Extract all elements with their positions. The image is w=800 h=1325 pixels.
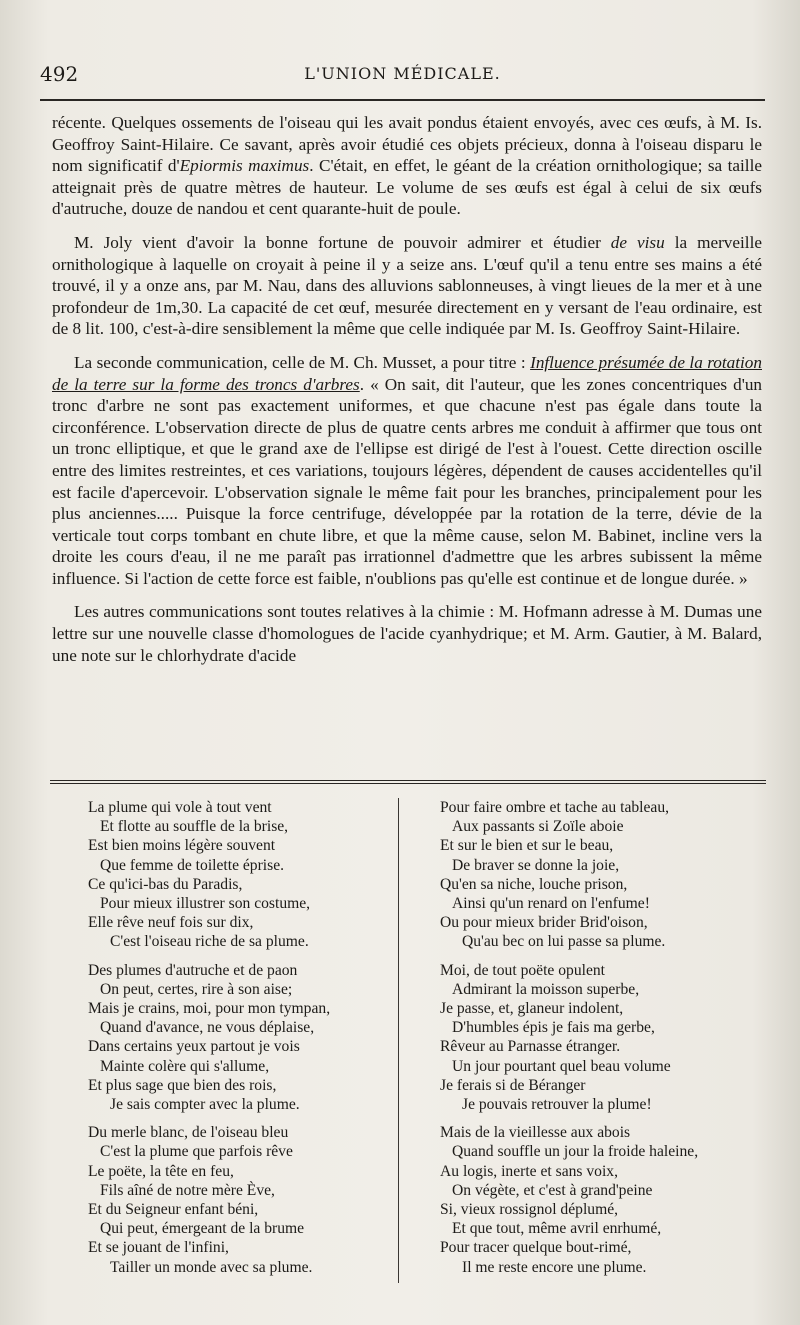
paragraph-3-text-b: . « On sait, dit l'auteur, que les zones concentriques d'un tronc d'arbre ne sont pas exactement uniformes, et que chacune n'est pas égale dans toute la circonférence. L'observation directe de plus de quatre cents arbres me conduit à affirmer que tous ont un tronc elliptique, et que le grand axe de l'ellipse est dirigé de l'est à l'ouest. Cette direction oscille entre des limites restreintes, et ces variations, toujours légères, dépendent de causes accidentelles qu'il est facile d'apercevoir. L'observation signale le même fait pour les branches, principalement pour les plus anciennes..... Puisque la force centrifuge, développée par la rotation de la terre, dévie de la verticale tout corps tombant en chute libre, et que la même cause, selon M. Babinet, incline vers la droite les cours d'eau, il ne me paraît pas irrationnel d'admettre que les arbres subissent la même influence. Si l'action de cette force est faible, n'oublions pas qu'elle est continue et de longue durée. » <box>52 374 763 588</box>
poem-line: Tailler un monde avec sa plume. <box>110 1258 313 1276</box>
poem-stanza <box>88 798 388 952</box>
column-divider <box>398 798 399 1283</box>
article-body <box>52 112 762 678</box>
paragraph-1-tail: . C'était, en effet, le géant de la création ornithologique; sa taille atteignait près de quatre mètres de hauteur. Le volume de ses œufs est égal à celui de six œufs d'autruche, douze de nandou et cent quarante-huit de poule. <box>52 156 762 219</box>
paragraph-4: Les autres communications sont toutes relatives à la chimie : M. Hofmann adresse à M. Dumas une lettre sur une nouvelle classe d'homologues de l'acide cyanhydrique; et M. Arm. Gautier, à M. Balard, une note sur le chlorhydrate d'acide <box>52 602 762 665</box>
poem-line: Pour mieux illustrer son costume, <box>100 895 311 913</box>
poem-line: Ou pour mieux brider Brid'oison, <box>440 914 648 932</box>
paragraph-2-text-a: M. Joly vient d'avoir la bonne fortune de pouvoir admirer et étudier <box>74 232 611 252</box>
poem-line: Qui peut, émergeant de la brume <box>100 1220 305 1238</box>
poem-line: Je ferais si de Béranger <box>440 1076 586 1094</box>
communication-title: Influence présumée de la rotation de la terre sur la forme des troncs d'arbres <box>52 352 762 394</box>
poem-line: Et sur le bien et sur le beau, <box>440 837 614 855</box>
poem-line: Un jour pourtant quel beau volume <box>452 1057 671 1075</box>
poem-line: Pour tracer quelque bout-rimé, <box>440 1239 632 1257</box>
poem-line: Quand d'avance, ne vous déplaise, <box>100 1019 315 1037</box>
poem-line: Le poëte, la tête en feu, <box>88 1162 234 1180</box>
poem-line: C'est la plume que parfois rêve <box>100 1143 293 1161</box>
poem-line: Si, vieux rossignol déplumé, <box>440 1201 619 1219</box>
poem-line: Et se jouant de l'infini, <box>88 1239 229 1257</box>
page-header <box>40 62 765 98</box>
poem-line: Qu'au bec on lui passe sa plume. <box>462 933 666 951</box>
poem-line: Dans certains yeux partout je vois <box>88 1038 300 1056</box>
page-number: 492 <box>40 62 79 86</box>
poem-line: Elle rêve neuf fois sur dix, <box>88 914 254 932</box>
poem-line: Il me reste encore une plume. <box>462 1258 647 1276</box>
poem-line: Est bien moins légère souvent <box>88 837 276 855</box>
paragraph-1 <box>52 112 762 220</box>
paragraph-3 <box>52 352 762 590</box>
poem-right-column <box>440 798 770 1286</box>
poem-line: Du merle blanc, de l'oiseau bleu <box>88 1124 289 1142</box>
poem-line: Et que tout, même avril enrhumé, <box>452 1220 662 1238</box>
poem-line: Au logis, inerte et sans voix, <box>440 1162 619 1180</box>
poem-line: Quand souffle un jour la froide haleine, <box>452 1143 699 1161</box>
poem-line: Je pouvais retrouver la plume! <box>462 1096 652 1114</box>
poem-line: C'est l'oiseau riche de sa plume. <box>110 933 309 951</box>
paragraph-2-text-b: la merveille ornithologique à laquelle on croyait à peine il y a seize ans. L'œuf qu'il a tenu entre ses mains a été trouvé, il y a onze ans, par M. Nau, dans des alluvions sablonneuses, à vingt lieues de la mer et à une profondeur de 1m,30. La capacité de cet œuf, mesurée directement en y versant de l'eau ordinaire, est de 8 lit. 100, c'est-à-dire sensiblement la même que celle indiquée par M. Is. Geoffroy Saint-Hilaire. <box>52 232 762 339</box>
paragraph-3-text-a: La seconde communication, celle de M. Ch. Musset, a pour titre : <box>74 352 531 372</box>
poem-line: Aux passants si Zoïle aboie <box>452 818 624 836</box>
poem-line: Ce qu'ici-bas du Paradis, <box>88 875 243 893</box>
poem-line: Rêveur au Parnasse étranger. <box>440 1038 621 1056</box>
poem-line: Fils aîné de notre mère Ève, <box>100 1181 275 1199</box>
poem-stanza <box>440 1123 770 1277</box>
species-name: Epiormis maximus <box>179 156 310 176</box>
poem-line: La plume qui vole à tout vent <box>88 799 272 816</box>
poem-line: Mais je crains, moi, pour mon tympan, <box>88 1000 331 1018</box>
poem-line: Des plumes d'autruche et de paon <box>88 961 298 979</box>
poem-line: Moi, de tout poëte opulent <box>440 961 606 979</box>
poem-line: Mais de la vieillesse aux abois <box>440 1124 631 1142</box>
poem-line: Je passe, et, glaneur indolent, <box>440 1000 624 1018</box>
poem-line: Et flotte au souffle de la brise, <box>100 818 289 836</box>
poem-line: Mainte colère qui s'allume, <box>100 1057 270 1075</box>
poem-line: D'humbles épis je fais ma gerbe, <box>452 1019 655 1037</box>
poem-stanza <box>440 798 770 952</box>
poem-line: Et du Seigneur enfant béni, <box>88 1201 259 1219</box>
poem-line: On végète, et c'est à grand'peine <box>452 1181 653 1199</box>
feuilleton-rule <box>50 780 766 784</box>
paragraph-2 <box>52 232 762 340</box>
poem-line: Pour faire ombre et tache au tableau, <box>440 799 670 816</box>
poem-stanza <box>88 1123 388 1277</box>
poem-line: De braver se donne la joie, <box>452 856 620 874</box>
paragraph-1-text: récente. Quelques ossements de l'oiseau qui les avait pondus étaient envoyés, avec ces œufs, à M. Is. Geoffroy Saint-Hilaire. Ce savant, après avoir étudié ces objets précieux, donna à l'oiseau disparu le nom significatif d' <box>52 113 762 176</box>
poem-line: Ainsi qu'un renard on l'enfume! <box>452 895 650 913</box>
poem-line: On peut, certes, rire à son aise; <box>100 980 293 998</box>
running-title: L'UNION MÉDICALE. <box>304 64 501 83</box>
poem-stanza <box>88 961 388 1115</box>
poem-line: Que femme de toilette éprise. <box>100 856 285 874</box>
poem-line: Et plus sage que bien des rois, <box>88 1076 277 1094</box>
poem-line: Je sais compter avec la plume. <box>110 1096 300 1114</box>
latin-phrase: de visu <box>610 232 665 252</box>
poem-left-column <box>88 798 388 1286</box>
header-rule <box>40 99 765 101</box>
poem-line: Qu'en sa niche, louche prison, <box>440 875 628 893</box>
poem-line: Admirant la moisson superbe, <box>452 980 640 998</box>
poem-stanza <box>440 961 770 1115</box>
